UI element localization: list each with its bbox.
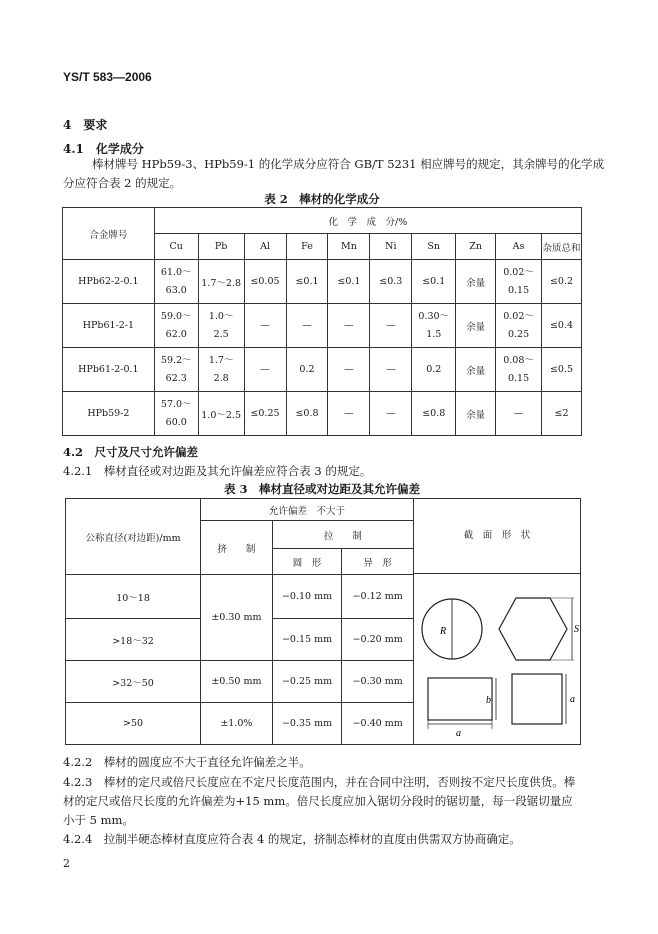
- cell-zn: 余量: [456, 392, 496, 436]
- cell-impurity: ≤2: [542, 392, 582, 436]
- extruded-tolerance: ±0.30 mm: [201, 575, 273, 661]
- table-row: [63, 260, 582, 304]
- alloy-grade: HPb61-2-0.1: [63, 348, 155, 392]
- cell-al: —: [244, 348, 286, 392]
- cell-al: ≤0.05: [244, 260, 286, 304]
- dim-label-a: a: [455, 728, 461, 739]
- table2-caption: 表 2 棒材的化学成分: [264, 192, 380, 206]
- cell-as: 0.08～ 0.15: [496, 348, 542, 392]
- cell-fe: 0.2: [286, 348, 328, 392]
- hexagon-section-icon: [499, 598, 579, 660]
- cell-cu: 61.0～ 63.0: [154, 260, 198, 304]
- table2-header-alloy: 合金牌号: [63, 208, 155, 260]
- cell-fe: —: [286, 304, 328, 348]
- shaped-tolerance: −0.40 mm: [342, 703, 414, 745]
- standard-number: YS/T 583—2006: [63, 70, 152, 84]
- cell-pb: 1.7～ 2.8: [198, 348, 244, 392]
- section-4-1-para-line2: 分应符合表 2 的规定。: [63, 176, 182, 190]
- section-4-2-3-line2: 材的定尺或倍尺长度的允许偏差为+15 mm。倍尺长度应加入锯切分段时的锯切量，每一段锯切量应: [63, 794, 573, 808]
- round-tolerance: −0.25 mm: [272, 661, 342, 703]
- table-row: [63, 348, 582, 392]
- table3-section-column: [413, 499, 580, 745]
- table2-header-group: 化 学 成 分/%: [154, 208, 581, 234]
- extruded-tolerance: ±0.50 mm: [201, 661, 273, 703]
- table2-chemical-composition: [62, 207, 582, 436]
- table3-header-drawn: 拉 制: [272, 521, 413, 549]
- cell-mn: ≤0.1: [328, 260, 370, 304]
- nominal-size: >50: [66, 703, 201, 745]
- dim-label-a2: a: [569, 694, 575, 705]
- cell-sn: ≤0.8: [412, 392, 456, 436]
- cell-pb: 1.0～2.5: [198, 392, 244, 436]
- cell-ni: —: [370, 304, 412, 348]
- section-4-1-title: 4.1 化学成分: [63, 142, 144, 156]
- table3-header-nominal: 公称直径(对边距)/mm: [66, 499, 201, 575]
- cell-impurity: ≤0.2: [542, 260, 582, 304]
- cell-as: 0.02～ 0.15: [496, 260, 542, 304]
- table2-col-header: Mn: [328, 234, 370, 260]
- table-row: [63, 304, 582, 348]
- table3-header-round: 圆 形: [272, 549, 342, 575]
- cell-zn: 余量: [456, 348, 496, 392]
- table2-col-header: Cu: [154, 234, 198, 260]
- nominal-size: >18～32: [66, 619, 201, 661]
- section-4-1-para-line1: 棒材牌号 HPb59-3、HPb59-1 的化学成分应符合 GB/T 5231 相应牌号的规定，其余牌号的化学成: [92, 157, 605, 171]
- section-4-2-2: 4.2.2 棒材的圆度应不大于直径允许偏差之半。: [63, 755, 311, 769]
- cell-al: ≤0.25: [244, 392, 286, 436]
- table2-col-header: Ni: [370, 234, 412, 260]
- cell-zn: 余量: [456, 260, 496, 304]
- square-section-icon: [512, 674, 575, 724]
- table2-col-header: Sn: [412, 234, 456, 260]
- rectangle-section-icon: [428, 678, 496, 739]
- section-4-2-3-line1: 4.2.3 棒材的定尺或倍尺长度应在不定尺长度范围内，并在合同中注明，否则按不定尺长度供货。棒: [63, 775, 576, 789]
- page-number: 2: [63, 857, 70, 870]
- alloy-grade: HPb59-2: [63, 392, 155, 436]
- section-4-2-1: 4.2.1 棒材直径或对边距及其允许偏差应符合表 3 的规定。: [63, 464, 372, 478]
- table2-col-header: 杂质总和: [542, 234, 582, 260]
- round-section-icon: [422, 599, 482, 659]
- cell-impurity: ≤0.4: [542, 304, 582, 348]
- table2-col-header: As: [496, 234, 542, 260]
- table-row: [63, 392, 582, 436]
- table3-tolerance: [65, 498, 581, 745]
- cell-as: —: [496, 392, 542, 436]
- section-4-2-title: 4.2 尺寸及尺寸允许偏差: [63, 445, 199, 459]
- table3-header-tolerance: 允许偏差 不大于: [201, 499, 414, 521]
- table3-header-extruded: 挤 制: [201, 521, 273, 575]
- table2-col-header: Al: [244, 234, 286, 260]
- cell-sn: 0.30～ 1.5: [412, 304, 456, 348]
- round-tolerance: −0.15 mm: [272, 619, 342, 661]
- cell-al: —: [244, 304, 286, 348]
- dim-label-r: R: [439, 626, 447, 637]
- shaped-tolerance: −0.12 mm: [342, 575, 414, 619]
- cell-cu: 59.2～ 62.3: [154, 348, 198, 392]
- table2-col-header: Zn: [456, 234, 496, 260]
- cross-section-diagrams: [414, 574, 580, 744]
- extruded-tolerance: ±1.0%: [201, 703, 273, 745]
- dim-label-b: b: [485, 695, 491, 706]
- shaped-tolerance: −0.30 mm: [342, 661, 414, 703]
- cell-mn: —: [328, 348, 370, 392]
- table3-header-shaped: 异 形: [342, 549, 414, 575]
- alloy-grade: HPb61-2-1: [63, 304, 155, 348]
- cell-fe: ≤0.1: [286, 260, 328, 304]
- round-tolerance: −0.10 mm: [272, 575, 342, 619]
- cell-impurity: ≤0.5: [542, 348, 582, 392]
- cell-sn: 0.2: [412, 348, 456, 392]
- round-tolerance: −0.35 mm: [272, 703, 342, 745]
- alloy-grade: HPb62-2-0.1: [63, 260, 155, 304]
- cell-as: 0.02～ 0.25: [496, 304, 542, 348]
- cell-ni: —: [370, 348, 412, 392]
- nominal-size: 10～18: [66, 575, 201, 619]
- cell-mn: —: [328, 392, 370, 436]
- cell-ni: —: [370, 392, 412, 436]
- section-4-2-4: 4.2.4 拉制半硬态棒材直度应符合表 4 的规定，挤制态棒材的直度由供需双方协商确定。: [63, 832, 521, 846]
- table3-caption: 表 3 棒材直径或对边距及其允许偏差: [223, 482, 420, 496]
- cell-sn: ≤0.1: [412, 260, 456, 304]
- cell-pb: 1.7～2.8: [198, 260, 244, 304]
- dim-label-s: S: [573, 624, 579, 635]
- cell-cu: 59.0～ 62.0: [154, 304, 198, 348]
- section-4-title: 4 要求: [63, 118, 108, 132]
- nominal-size: >32～50: [66, 661, 201, 703]
- section-4-2-3-line3: 小于 5 mm。: [63, 813, 134, 827]
- cell-mn: —: [328, 304, 370, 348]
- cell-fe: ≤0.8: [286, 392, 328, 436]
- cell-zn: 余量: [456, 304, 496, 348]
- shaped-tolerance: −0.20 mm: [342, 619, 414, 661]
- cell-ni: ≤0.3: [370, 260, 412, 304]
- cell-cu: 57.0～ 60.0: [154, 392, 198, 436]
- table2-col-header: Pb: [198, 234, 244, 260]
- cell-pb: 1.0～ 2.5: [198, 304, 244, 348]
- table2-col-header: Fe: [286, 234, 328, 260]
- table3-header-section: 截 面 形 状: [414, 499, 580, 574]
